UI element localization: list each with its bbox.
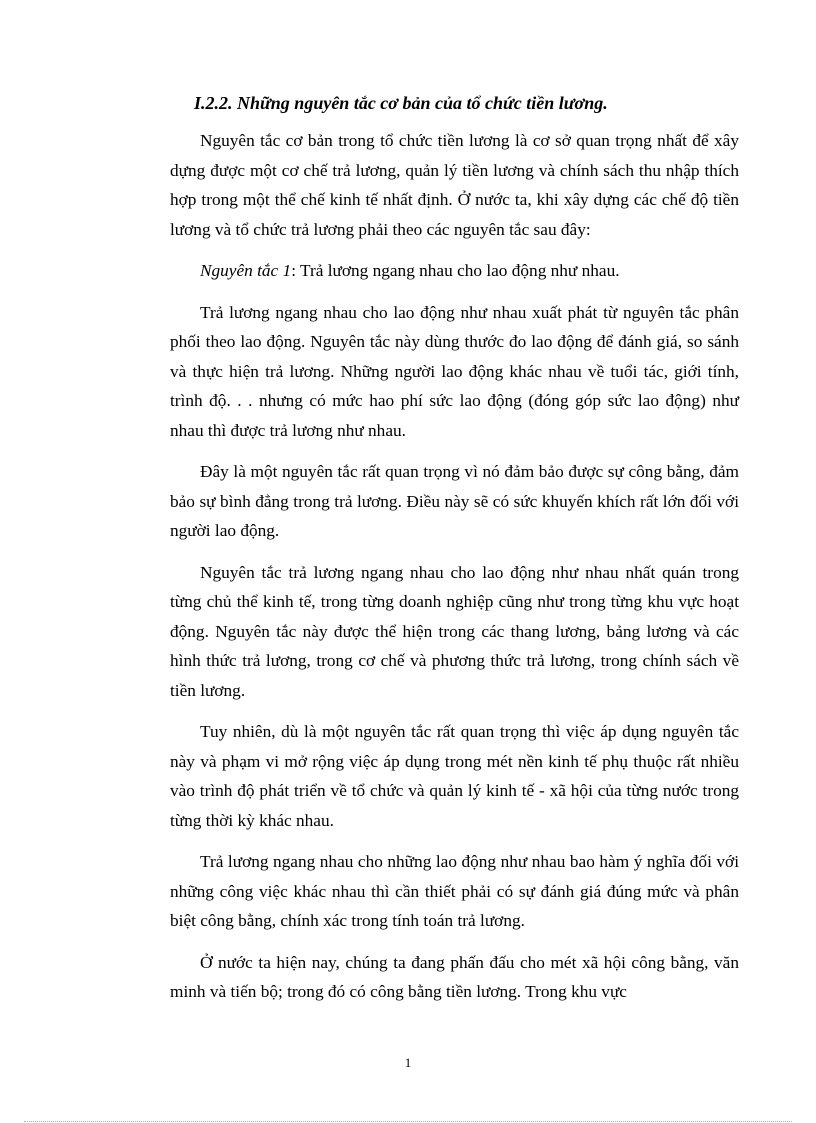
footer-divider [24,1121,792,1122]
paragraph-2: Trả lương ngang nhau cho lao động như nhau xuất phát từ nguyên tắc phân phối theo lao động. Nguyên tắc này dùng thước đo lao động để đánh giá, so sánh và thực hiện trả lương. Những người lao động khác nhau về tuổi tác, giới tính, trình độ. . . nhưng có mức hao phí sức lao động (đóng góp sức lao động) như nhau thì được trả lương như nhau. [170,302,739,440]
paragraph-3: Đây là một nguyên tắc rất quan trọng vì nó đảm bảo được sự công bằng, đảm bảo sự bình đẳng trong trả lương. Điều này sẽ có sức khuyến khích rất lớn đối với người lao động. [170,462,739,540]
paragraph-6: Trả lương ngang nhau cho những lao động như nhau bao hàm ý nghĩa đối với những công việc khác nhau thì cần thiết phải có sự đánh giá đúng mức và phân biệt công bằng, chính xác trong tính toán trả lương. [170,852,739,930]
section-heading: I.2.2. Những nguyên tắc cơ bản của tổ chức tiền lương. [194,93,608,113]
page-number: 1 [404,1055,412,1070]
principle-1-text: : Trả lương ngang nhau cho lao động như nhau. [291,261,620,280]
paragraph-5: Tuy nhiên, dù là một nguyên tắc rất quan trọng thì việc áp dụng nguyên tắc này và phạm vi mở rộng việc áp dụng trong mét nền kinh tế phụ thuộc rất nhiều vào trình độ phát triển về tổ chức và quản lý kinh tế - xã hội của từng nước trong từng thời kỳ khác nhau. [170,722,739,830]
paragraph-4: Nguyên tắc trả lương ngang nhau cho lao động như nhau nhất quán trong từng chủ thể kinh tế, trong từng doanh nghiệp cũng như trong từng khu vực hoạt động. Nguyên tắc này được thể hiện trong các thang lương, bảng lương và các hình thức trả lương, trong cơ chế và phương thức trả lương, trong chính sách về tiền lương. [170,562,739,700]
paragraph-7: Ở nước ta hiện nay, chúng ta đang phấn đấu cho mét xã hội công bằng, văn minh và tiến bộ; trong đó có công bằng tiền lương. Trong khu vực [170,952,739,1001]
paragraph-intro: Nguyên tắc cơ bản trong tổ chức tiền lương là cơ sở quan trọng nhất để xây dựng được một cơ chế trả lương, quản lý tiền lương và chính sách thu nhập thích hợp trong một thể chế kinh tế nhất định. Ở nước ta, khi xây dựng các chế độ tiền lương và tổ chức trả lương phải theo các nguyên tắc sau đây: [170,131,739,239]
principle-1-line [170,256,739,286]
page-body [170,78,739,1019]
principle-1-label: Nguyên tắc 1 [200,261,292,280]
